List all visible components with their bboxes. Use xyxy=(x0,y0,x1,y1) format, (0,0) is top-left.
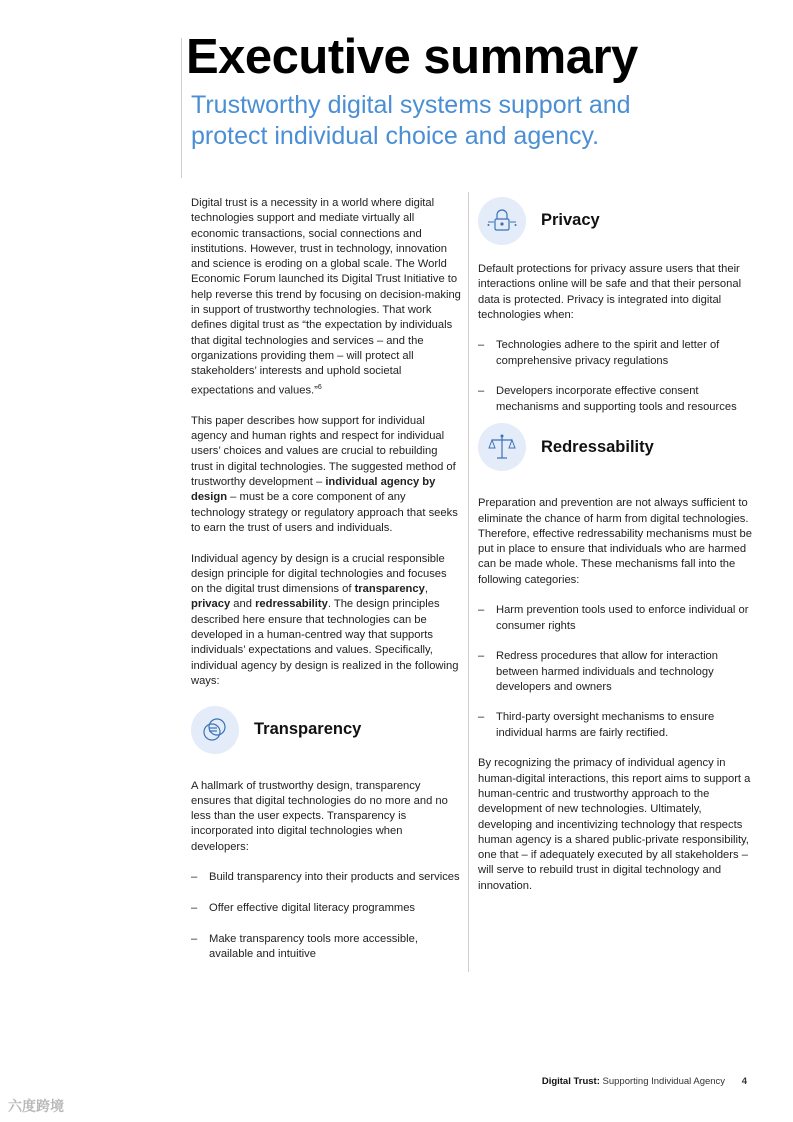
page-footer xyxy=(542,1076,747,1087)
page-number: 4 xyxy=(741,1076,747,1087)
list-item: – Offer effective digital literacy programmes xyxy=(191,901,461,916)
left-column xyxy=(191,196,461,977)
privacy-list xyxy=(478,338,753,414)
redressability-title: Redressability xyxy=(541,437,654,456)
footer-report-name: Digital Trust: xyxy=(541,1076,600,1087)
list-item: – Make transparency tools more accessible, available and intuitive xyxy=(191,932,461,963)
footer-report-subtitle: Supporting Individual Agency xyxy=(602,1076,726,1087)
padlock-icon xyxy=(478,197,526,245)
redressability-list xyxy=(478,603,753,741)
transparency-title: Transparency xyxy=(254,719,362,738)
privacy-title: Privacy xyxy=(541,211,600,230)
closing-paragraph: By recognizing the primacy of individual agency in human-digital interactions, this report aims to support a human-centric and trustworthy approach to the development of new technologies. Ultimately, developing and incentivizing technology that respects human agency is a shared public-private responsibility, one that – if adequately executed by all stakeholders – will serve to rebuild trust in digital technology and innovation. xyxy=(478,757,751,892)
transparency-heading xyxy=(191,705,461,755)
page-subtitle: Trustworthy digital systems support and protect individual choice and agency. xyxy=(191,91,631,150)
redressability-intro: Preparation and prevention are not always sufficient to eliminate the chance of harm from digital technologies. Therefore, effective redressability mechanisms must be put in place to ensure that individuals who are harmed can be made whole. These mechanisms fall into the following categories: xyxy=(478,497,753,586)
list-item: – Third-party oversight mechanisms to ensure individual harms are fairly rectified. xyxy=(478,710,753,741)
transparency-list xyxy=(191,870,461,962)
transparency-intro: A hallmark of trustworthy design, transparency ensures that digital technologies do no more and no less than the user expects. Transparency is incorporated into digital technologies when developers: xyxy=(191,779,448,853)
privacy-intro: Default protections for privacy assure users that their interactions online will be safe and that their personal data is protected. Privacy is integrated into digital technologies when: xyxy=(478,263,742,321)
right-column xyxy=(478,196,753,909)
privacy-heading xyxy=(478,196,753,246)
list-item: – Developers incorporate effective consent mechanisms and supporting tools and resources xyxy=(478,384,753,415)
redressability-heading xyxy=(478,422,753,472)
watermark: 六度跨境 xyxy=(8,1098,64,1114)
footnote-ref[interactable]: 6 xyxy=(317,383,322,391)
intro-paragraph: Digital trust is a necessity in a world where digital technologies support and mediate virtually all economic transactions, social connections and institutions. However, trust in technology, innovation and science is eroding on a global scale. The World Economic Forum launched its Digital Trust Initiative to help reverse this trend by focusing on decision-making in support of trustworthy technologies. That work defines digital trust as “the expectation by individuals that digital technologies and services – and the organizations providing them – will protect all stakeholders’ interests and uphold societal expectations and values.”$^6$ xyxy=(191,197,461,397)
column-divider xyxy=(468,192,469,972)
list-item: – Build transparency into their products and services xyxy=(191,870,461,885)
list-item: – Harm prevention tools used to enforce individual or consumer rights xyxy=(478,603,753,634)
scales-icon xyxy=(478,423,526,471)
list-item: – Redress procedures that allow for interaction between harmed individuals and technology developers and owners xyxy=(478,649,753,695)
list-item: – Technologies adhere to the spirit and letter of comprehensive privacy regulations xyxy=(478,338,753,369)
title-rule xyxy=(181,38,182,178)
page-title: Executive summary xyxy=(186,30,638,84)
method-paragraph: This paper describes how support for individual agency and human rights and respect for individual users’ choices and values are crucial to rebuilding trust in digital technologies. The suggested method of trustworthy development – individual agency by design – must be a core component of any technology strategy or regulatory approach that seeks to earn the trust of users and individuals. xyxy=(191,414,458,534)
principle-paragraph: Individual agency by design is a crucial responsible design principle for digital technologies and focuses on the digital trust dimensions of transparency, privacy and redressability. The design principles described here ensure that technologies can be developed in a human-centred way that supports individuals’ expectations and values. Specifically, individual agency by design is realized in the following ways: xyxy=(191,552,459,687)
overlapping-circles-icon xyxy=(191,706,239,754)
